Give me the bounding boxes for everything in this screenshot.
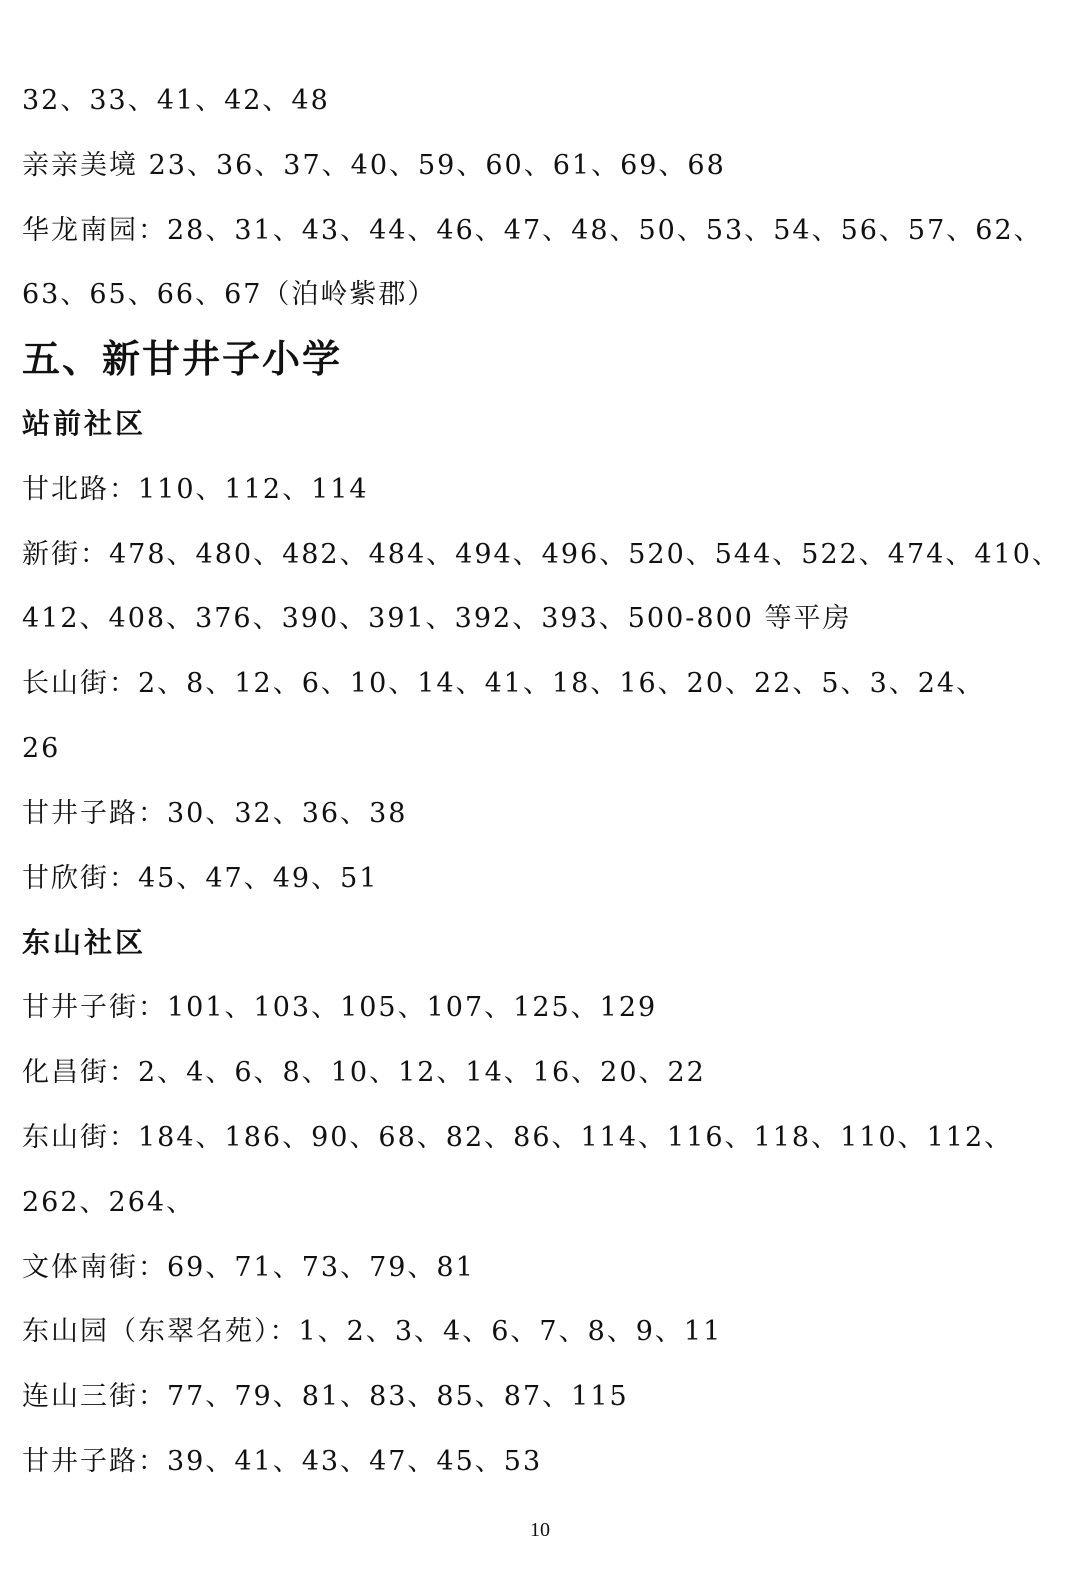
text-line: 亲亲美境 23、36、37、40、59、60、61、69、68 bbox=[22, 150, 726, 181]
page-number: 10 bbox=[530, 1519, 550, 1541]
text-line: 甘欣街：45、47、49、51 bbox=[22, 863, 379, 894]
text-line: 连山三街：77、79、81、83、85、87、115 bbox=[22, 1381, 629, 1412]
text-line: 华龙南园：28、31、43、44、46、47、48、50、53、54、56、57、62、 bbox=[22, 215, 1043, 246]
subsection-heading-zhanqian: 站前社区 bbox=[22, 407, 147, 440]
text-line: 东山园（东翠名苑）：1、2、3、4、6、7、8、9、11 bbox=[22, 1316, 723, 1347]
text-line: 甘北路：110、112、114 bbox=[22, 474, 369, 505]
text-line: 化昌街：2、4、6、8、10、12、14、16、20、22 bbox=[22, 1057, 706, 1088]
subsection-heading-dongshan: 东山社区 bbox=[22, 926, 147, 959]
text-line: 东山街：184、186、90、68、82、86、114、116、118、110、112、 bbox=[22, 1122, 1014, 1153]
text-line: 新街：478、480、482、484、494、496、520、544、522、474、410、 bbox=[22, 539, 1061, 570]
section-title: 五、新甘井子小学 bbox=[22, 337, 343, 381]
text-line: 长山街：2、8、12、6、10、14、41、18、16、20、22、5、3、24、 bbox=[22, 668, 986, 699]
text-line: 26 bbox=[22, 733, 61, 764]
text-line: 文体南街：69、71、73、79、81 bbox=[22, 1252, 475, 1283]
text-line: 63、65、66、67（泊岭紫郡） bbox=[22, 279, 437, 310]
text-line: 甘井子路：39、41、43、47、45、53 bbox=[22, 1446, 543, 1477]
text-line: 甘井子街：101、103、105、107、125、129 bbox=[22, 992, 658, 1023]
text-line: 412、408、376、390、391、392、393、500-800 等平房 bbox=[22, 603, 852, 634]
text-line: 262、264、 bbox=[22, 1187, 196, 1218]
text-line: 甘井子路：30、32、36、38 bbox=[22, 798, 408, 829]
text-line: 32、33、41、42、48 bbox=[22, 85, 330, 116]
